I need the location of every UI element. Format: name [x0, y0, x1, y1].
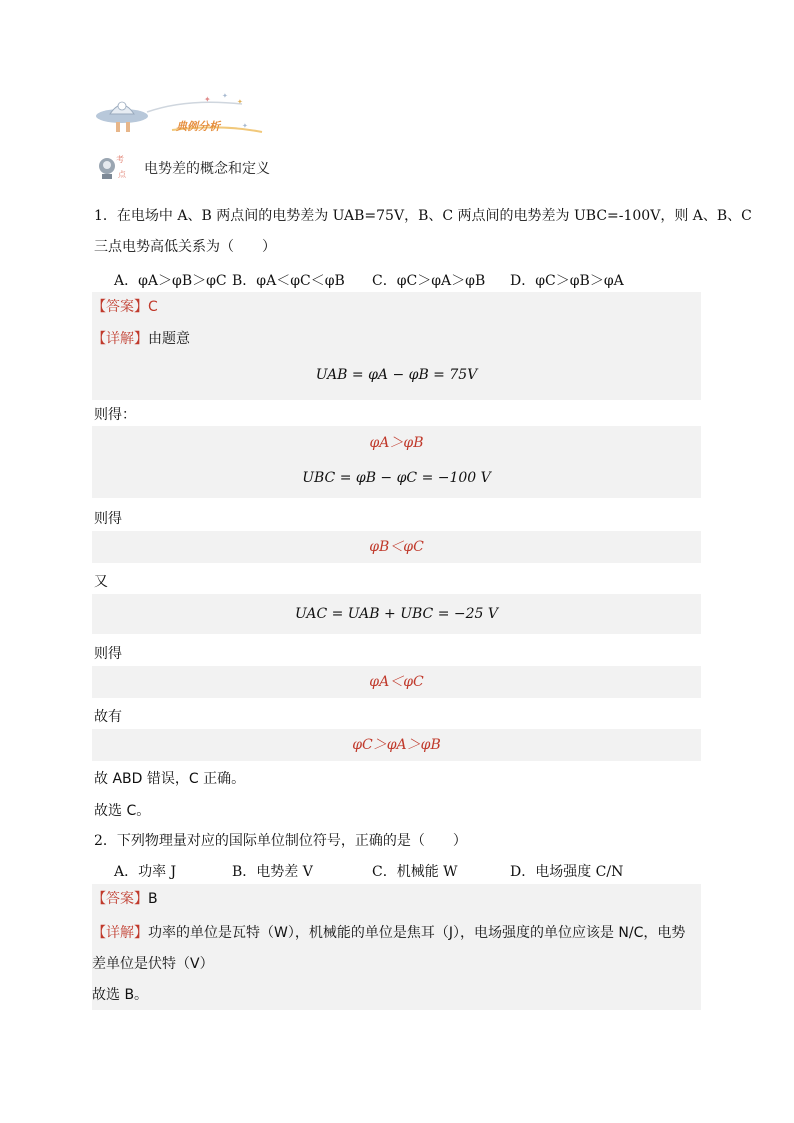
- ufo-banner-icon: [92, 90, 272, 140]
- q1-answer-label: 【答案】: [92, 299, 148, 315]
- q2-answer-value: B: [148, 891, 158, 907]
- q1-so: 故有: [94, 709, 122, 725]
- q2-stem: 2．下列物理量对应的国际单位制位符号，正确的是（ ）: [94, 833, 467, 849]
- q1-equation-1: UAB = φA − φB = 75V: [315, 367, 478, 383]
- q1-also: 又: [94, 574, 108, 590]
- svg-text:✦: ✦: [204, 95, 211, 104]
- q1-then-3: 则得: [94, 646, 122, 662]
- q1-option-b: B．φA＜φC＜φB: [232, 273, 345, 289]
- q1-detail-intro: 由题意: [148, 331, 190, 347]
- topic-title: 电势差的概念和定义: [144, 161, 270, 177]
- q1-option-c: C．φC＞φA＞φB: [372, 273, 486, 289]
- q2-option-d: D．电场强度 C/N: [510, 864, 624, 880]
- q2-option-a: A．功率 J: [114, 864, 177, 880]
- q1-then-1: 则得：: [94, 407, 136, 423]
- banner-title: 典例分析: [176, 120, 220, 133]
- q1-choose: 故选 C。: [94, 803, 151, 819]
- q1-option-a: A．φA＞φB＞φC: [114, 273, 227, 289]
- q2-detail-line1: 功率的单位是瓦特（W），机械能的单位是焦耳（J），电场强度的单位应该是 N/C，电势: [148, 925, 686, 941]
- q1-stem-line2: 三点电势高低关系为（ ）: [94, 239, 276, 255]
- q2-detail-row: [92, 918, 701, 948]
- q1-equation-2: φA＞φB: [369, 435, 424, 451]
- q1-then-2: 则得: [94, 511, 122, 527]
- q1-equation-6: φA＜φC: [369, 674, 424, 690]
- q2-detail-line2: 差单位是伏特（V）: [92, 956, 214, 972]
- q1-option-d: D．φC＞φB＞φA: [510, 273, 624, 289]
- kaodian-label-2: 点: [118, 170, 126, 179]
- q1-equation-4: φB＜φC: [369, 539, 424, 555]
- q1-stem-line1: 1．在电场中 A、B 两点间的电势差为 UAB=75V，B、C 两点间的电势差为 UBC=-100V，则 A、B、C: [94, 208, 752, 224]
- q1-answer-value: C: [148, 299, 158, 315]
- q1-equation-3: UBC = φB − φC = −100 V: [302, 470, 491, 486]
- q1-equation-7: φC＞φA＞φB: [352, 737, 441, 753]
- q1-answer-row: [92, 292, 701, 322]
- q2-detail-label: 【详解】: [92, 925, 148, 941]
- svg-text:✦: ✦: [237, 98, 243, 106]
- q1-detail-label: 【详解】: [92, 331, 148, 347]
- q2-option-c: C．机械能 W: [372, 864, 458, 880]
- q1-equation-5: UAC = UAB + UBC = −25 V: [294, 606, 498, 622]
- q2-choose: 故选 B。: [92, 987, 149, 1003]
- q2-answer-row: [92, 884, 701, 914]
- robot-kaodian-icon: [96, 149, 132, 183]
- q1-conclusion: 故 ABD 错误，C 正确。: [94, 771, 246, 787]
- q2-answer-label: 【答案】: [92, 891, 148, 907]
- svg-text:✦: ✦: [242, 122, 248, 130]
- q1-detail-row: [92, 324, 701, 354]
- kaodian-label-1: 考: [116, 155, 124, 164]
- q2-option-b: B．电势差 V: [232, 864, 313, 880]
- svg-text:✦: ✦: [222, 92, 228, 100]
